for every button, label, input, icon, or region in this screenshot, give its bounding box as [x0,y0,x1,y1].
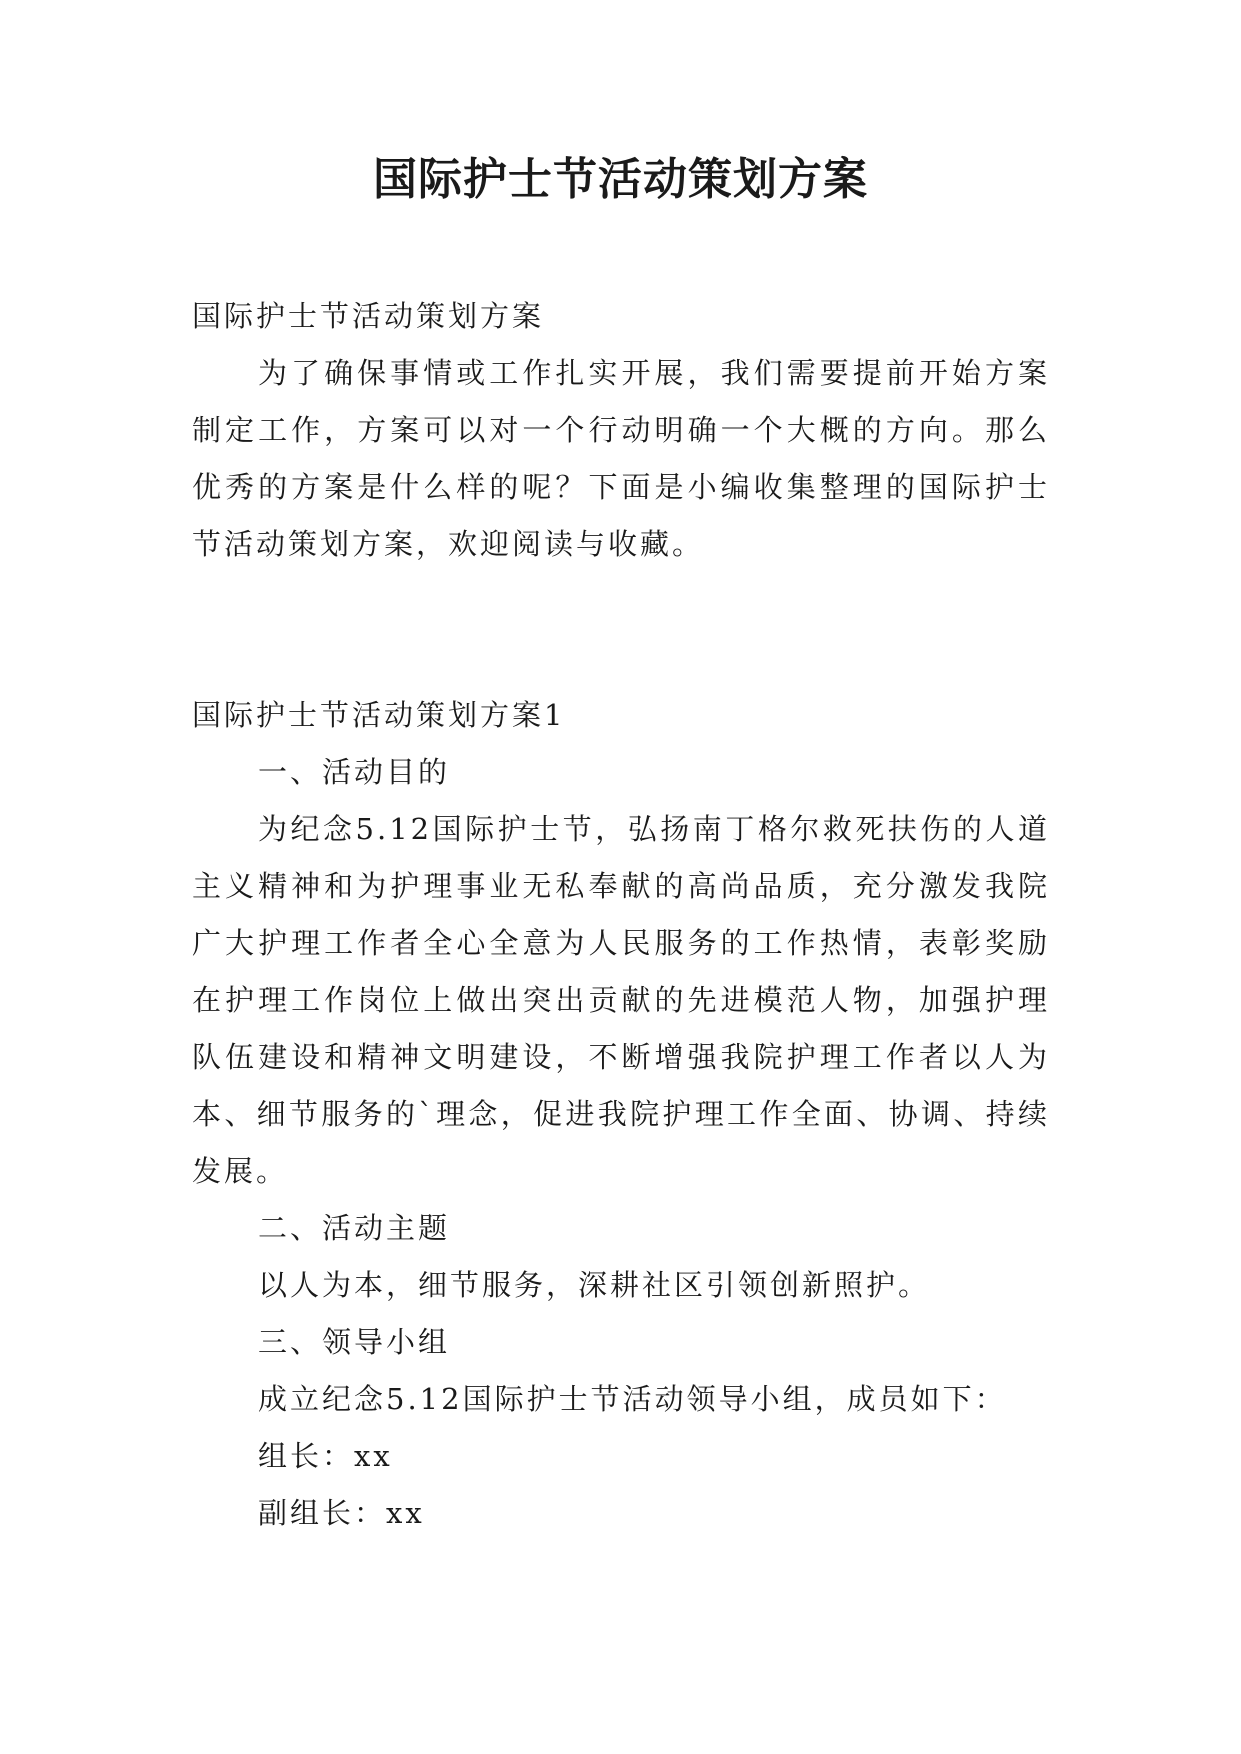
section-title: 国际护士节活动策划方案1 [192,698,566,732]
purpose-paragraph: 为纪念5.12国际护士节，弘扬南丁格尔救死扶伤的人道主义精神和为护理事业无私奉献的高尚品质，充分激发我院广大护理工作者全心全意为人民服务的工作热情，表彰奖励在护理工作岗位上做出突出贡献的先进模范人物，加强护理队伍建设和精神文明建设，不断增强我院护理工作者以人为本、细节服务的`理念，促进我院护理工作全面、协调、持续发展。 [192,812,1050,1188]
leader-line: 组长：xx [258,1439,393,1473]
theme-paragraph: 以人为本，细节服务，深耕社区引领创新照护。 [258,1268,931,1302]
document-title: 国际护士节活动策划方案 [373,154,868,205]
heading-theme: 二、活动主题 [258,1211,451,1245]
heading-leadership: 三、领导小组 [258,1325,451,1359]
document-subtitle: 国际护士节活动策划方案 [192,299,545,333]
heading-purpose: 一、活动目的 [258,755,451,789]
section-spacer [192,573,1050,687]
document-body [192,288,1050,1542]
deputy-leader-line: 副组长：xx [258,1496,425,1530]
intro-paragraph: 为了确保事情或工作扎实开展，我们需要提前开始方案制定工作，方案可以对一个行动明确一个大概的方向。那么优秀的方案是什么样的呢？下面是小编收集整理的国际护士节活动策划方案，欢迎阅读与收藏。 [192,356,1050,561]
group-intro-paragraph: 成立纪念5.12国际护士节活动领导小组，成员如下： [258,1382,1007,1416]
